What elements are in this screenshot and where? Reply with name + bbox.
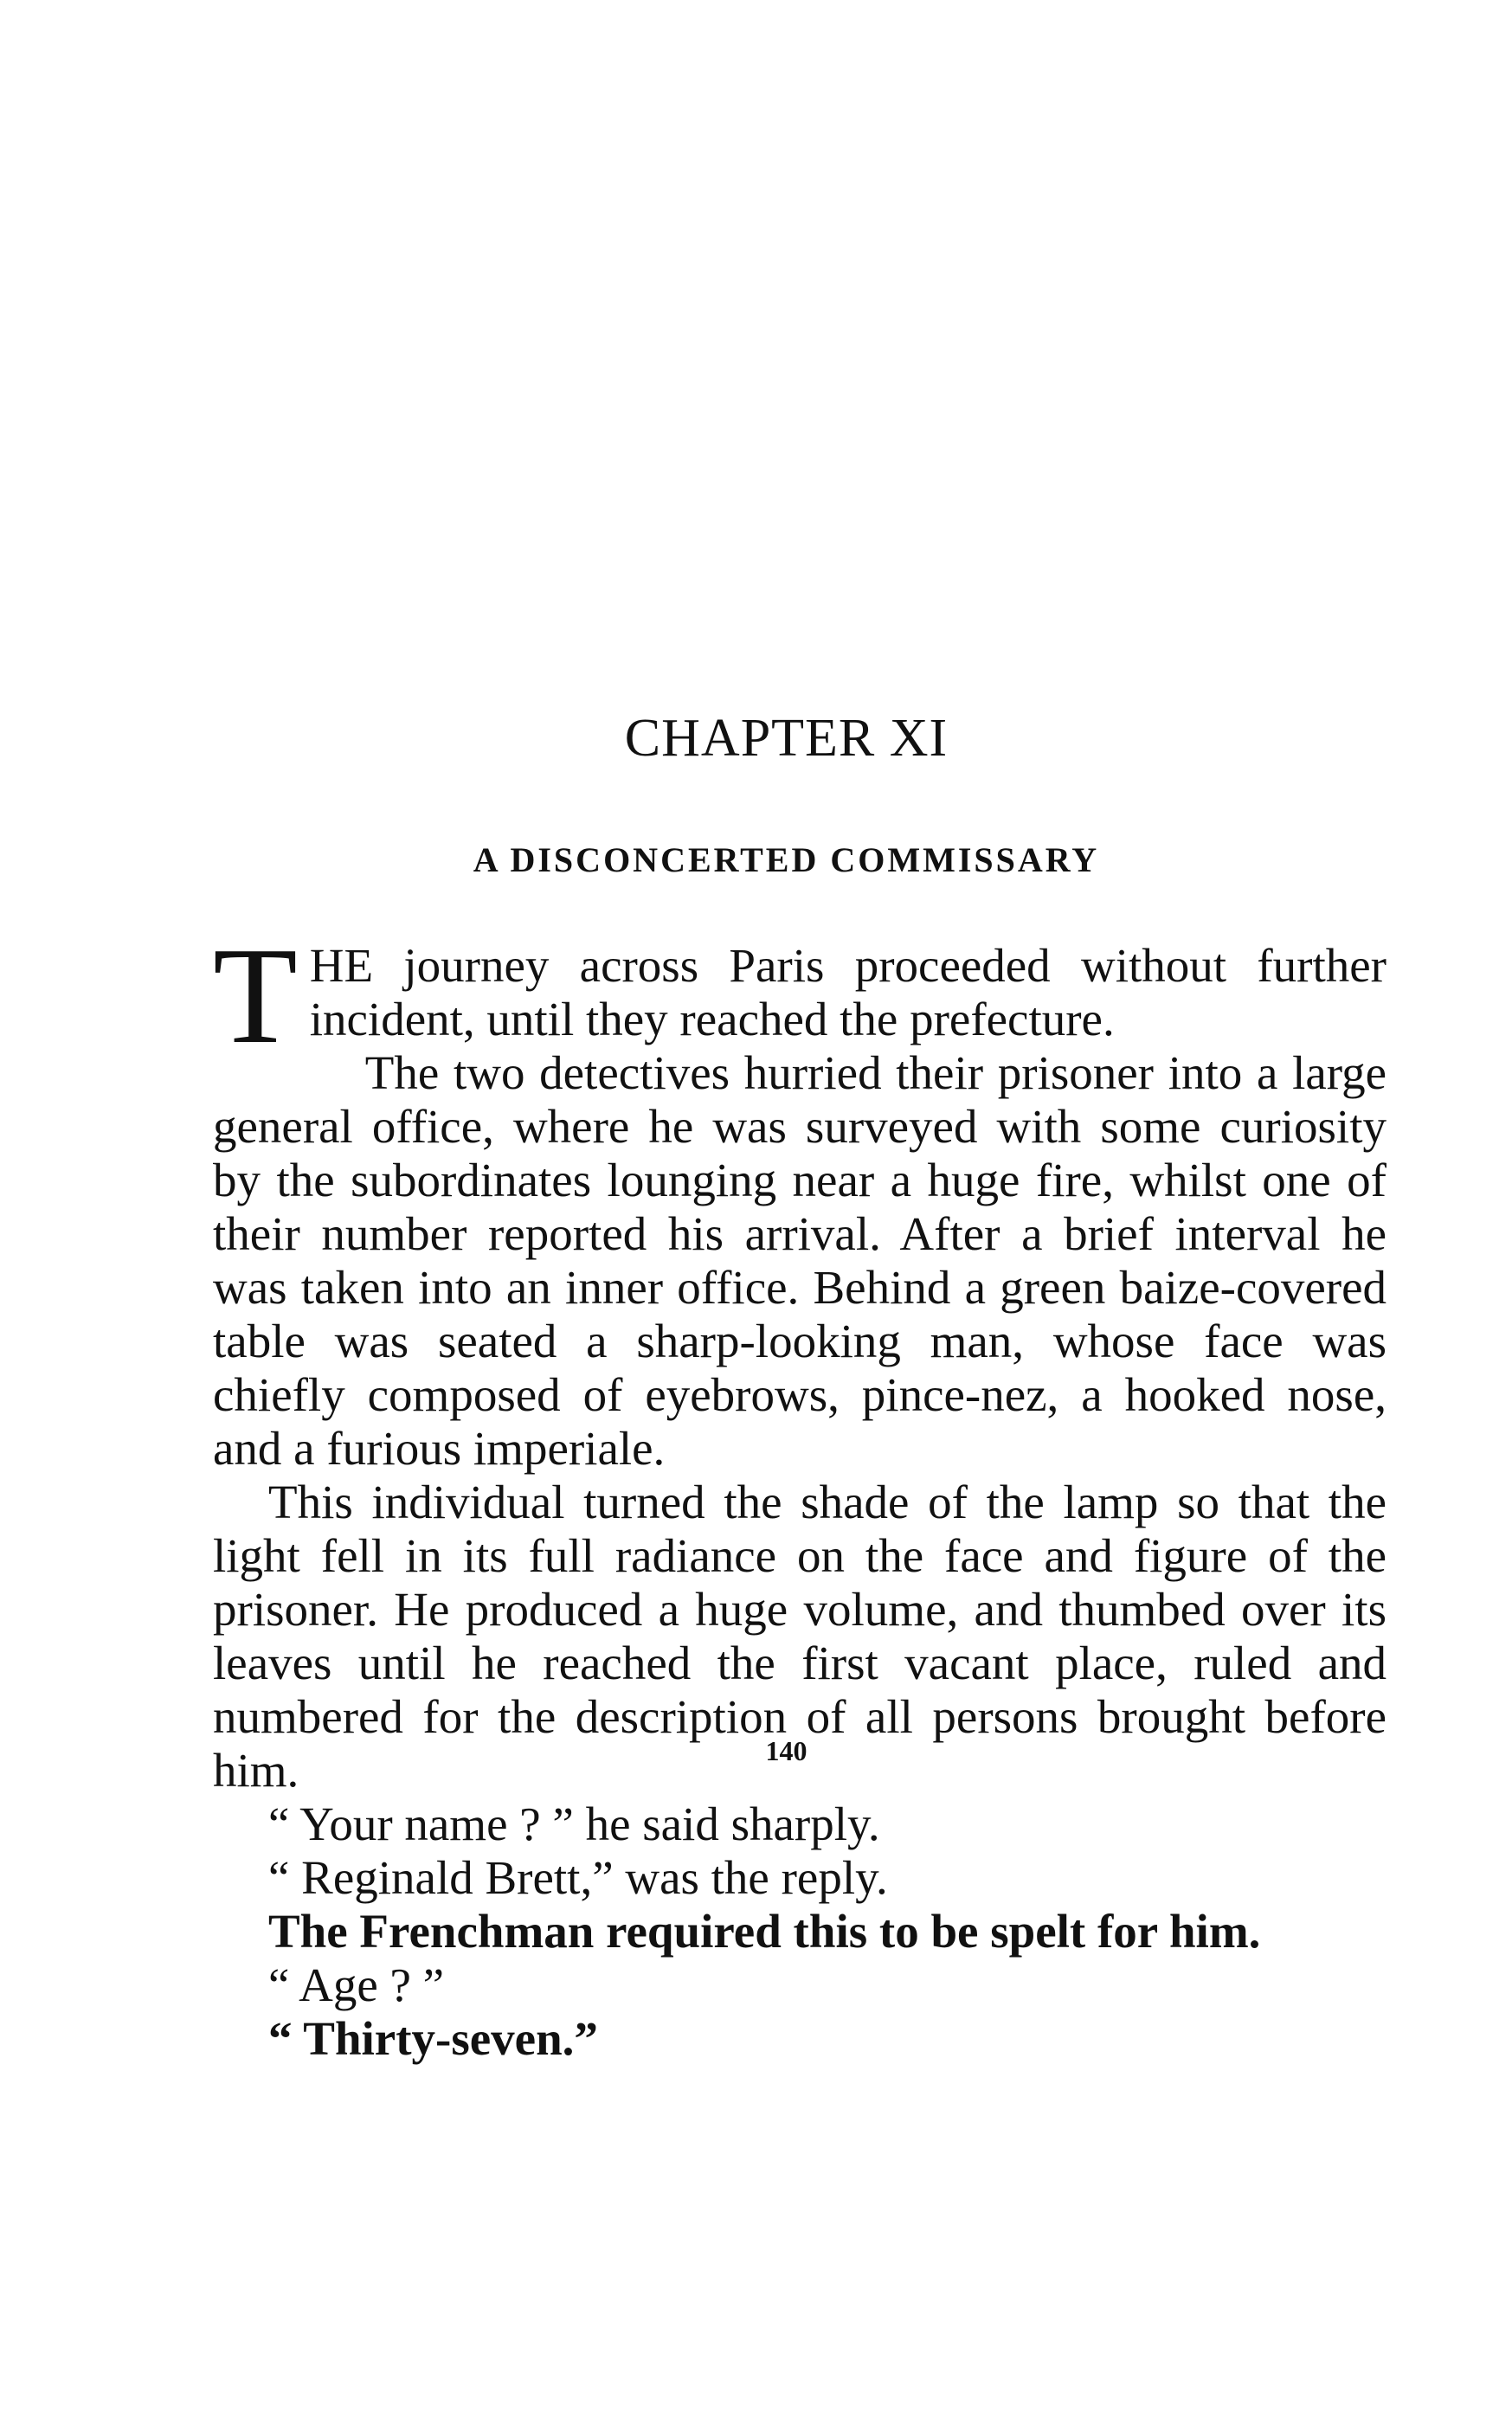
paragraph-8: “ Thirty-seven.” xyxy=(268,2012,598,2065)
paragraph-1-text: HE journey across Paris proceeded without further incident, until they reached the prefecture. xyxy=(309,939,1387,1045)
paragraph-2: The two detectives hurried their prisoner into a large general office, where he was surveyed with some curiosity by the subordinates lounging near a huge fire, whilst one of their number reported his arrival. After a brief interval he was taken into an inner office. Behind a green baize-covered table was seated a sharp-looking man, whose face was chiefly composed of eyebrows, pince-nez, a hooked nose, and a furious imperiale. xyxy=(213,1046,1387,1475)
paragraph-7: “ Age ? ” xyxy=(268,1958,445,2011)
drop-cap: T xyxy=(213,918,298,1072)
paragraph-6: The Frenchman required this to be spelt for him. xyxy=(268,1905,1261,1958)
paragraph-3: This individual turned the shade of the lamp so that the light fell in its full radiance on the face and figure of the prisoner. He produced a huge volume, and thumbed over its leaves until he reached the first vacant place, ruled and numbered for the description of all persons brought before him. xyxy=(213,1476,1387,1797)
paragraph-5: “ Reginald Brett,” was the reply. xyxy=(268,1851,888,1904)
chapter-title: CHAPTER XI xyxy=(624,709,949,768)
paragraph-4: “ Your name ? ” he said sharply. xyxy=(268,1798,880,1850)
page-number: 140 xyxy=(765,1735,807,1766)
paragraph-1 xyxy=(213,918,1387,1072)
chapter-body xyxy=(213,918,1387,2066)
chapter-subtitle: A DISCONCERTED COMMISSARY xyxy=(473,840,1100,879)
